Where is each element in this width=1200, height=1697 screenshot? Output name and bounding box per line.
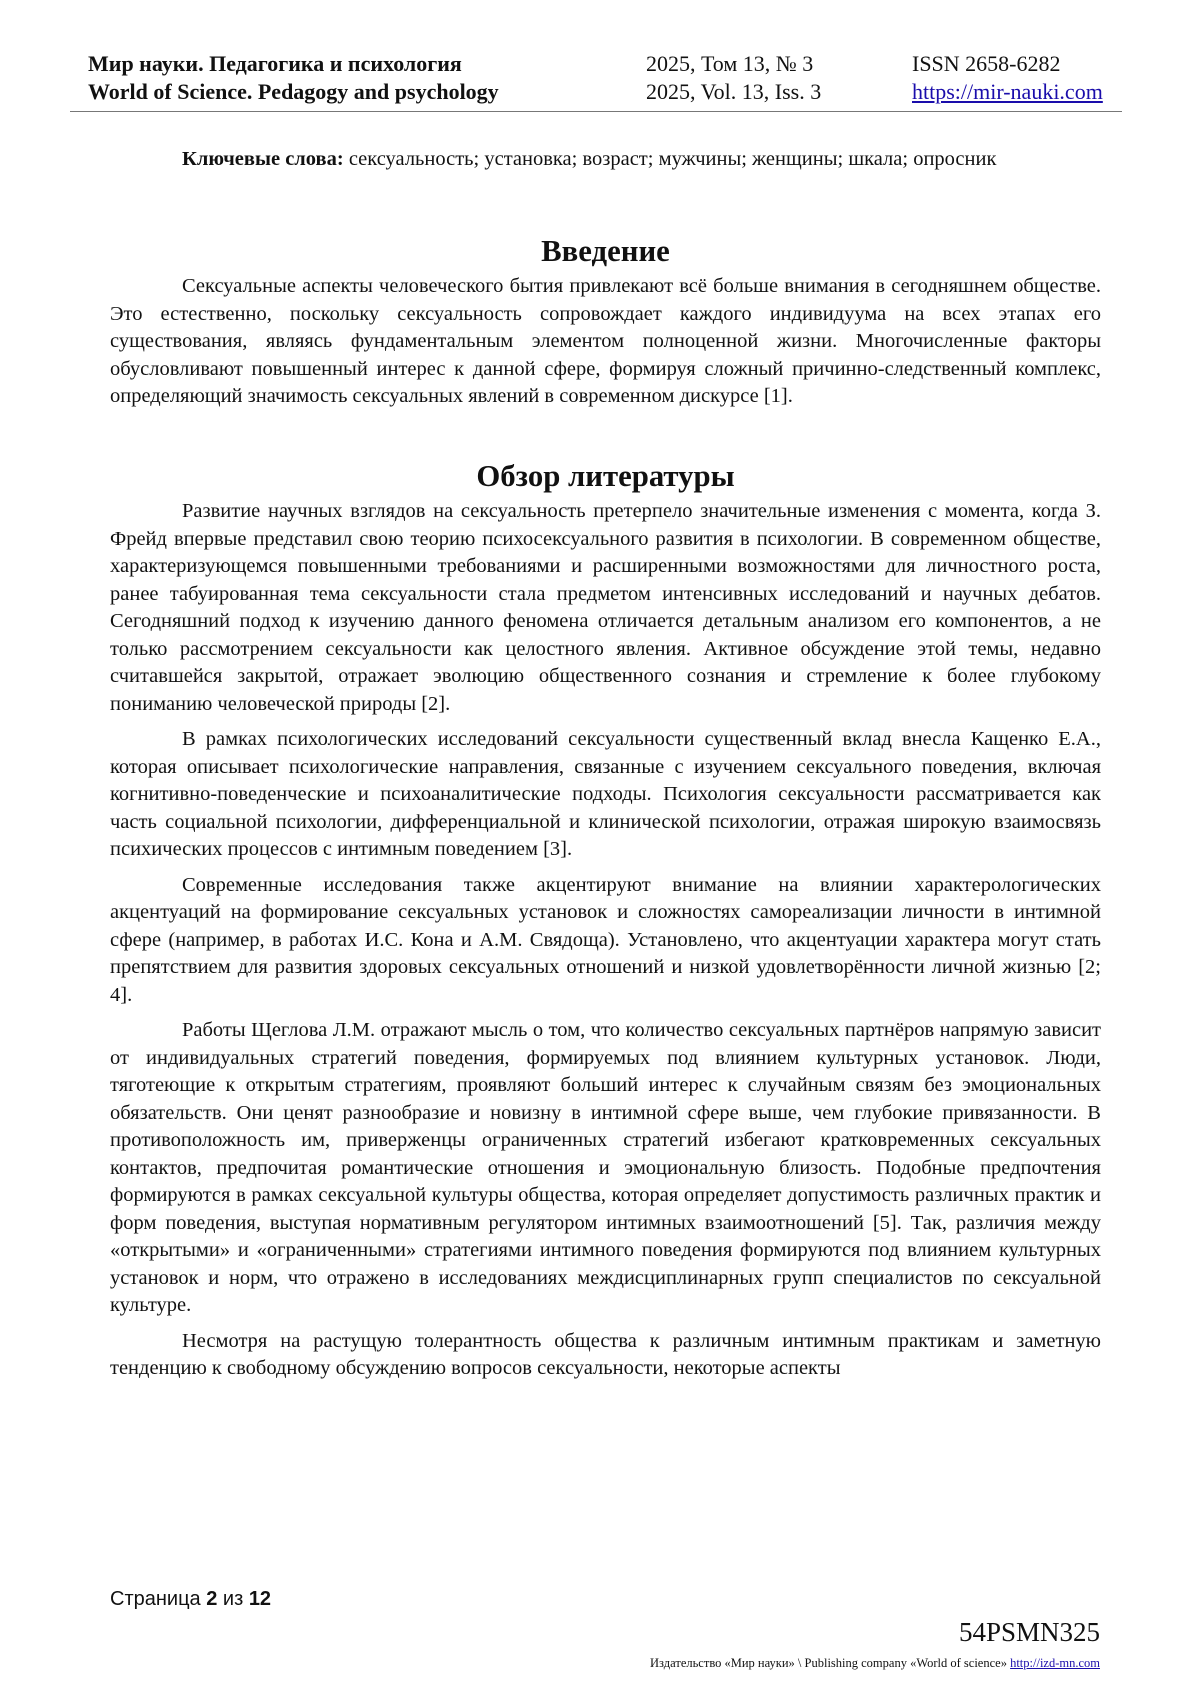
keywords-paragraph bbox=[110, 146, 1101, 174]
publisher-url-link[interactable]: http://izd-mn.com bbox=[1010, 1656, 1100, 1670]
publisher-line bbox=[650, 1656, 1100, 1671]
page-word: Страница bbox=[110, 1588, 201, 1610]
issue-block bbox=[646, 50, 821, 106]
section-heading-literature-review: Обзор литературы bbox=[476, 458, 735, 493]
section-heading-introduction: Введение bbox=[541, 233, 670, 268]
introduction-paragraph: Сексуальные аспекты человеческого бытия привлекают всё больше внимания в сегодняшнем обществе. Это естественно, поскольку сексуальность сопровождает каждого индивидуума на всех этапах его существования, являясь фундаментальным элементом полноценной жизни. Многочисленные факторы обусловливают повышенный интерес к данной сфере, формируя сложный причинно-следственный комплекс, определяющий значимость сексуальных явлений в современном дискурсе [1]. bbox=[110, 275, 1101, 407]
page-current: 2 bbox=[206, 1588, 218, 1610]
review-paragraph-4: Работы Щеглова Л.М. отражают мысль о том, что количество сексуальных партнёров напрямую зависит от индивидуальных стратегий поведения, формируемых под влиянием культурных установок. Люди, тяготеющие к открытым стратегиям, проявляют больший интерес к случайным связям без эмоциональных обязательств. Они ценят разнообразие и новизну в интимной сфере выше, чем глубокие привязанности. В противоположность им, приверженцы ограниченных стратегий избегают кратковременных сексуальных контактов, предпочитая романтические отношения и эмоциональную близость. Подобные предпочтения формируются в рамках сексуальной культуры общества, которая определяет допустимость различных практик и форм поведения, выступая нормативным регулятором интимных взаимоотношений [5]. Так, различия между «открытыми» и «ограниченными» стратегиями интимного поведения формируются под влиянием культурных установок и норм, что отражено в исследованиях междисциплинарных групп специалистов по сексуальной культуре. bbox=[110, 1019, 1101, 1316]
keywords-text: сексуальность; установка; возраст; мужчины; женщины; шкала; опросник bbox=[348, 148, 997, 170]
page-header bbox=[70, 50, 1122, 114]
review-paragraph-1: Развитие научных взглядов на сексуальность претерпело значительные изменения с момента, когда З. Фрейд впервые представил свою теорию психосексуального развития в психологии. В современном обществе, характеризующемся повышенными требованиями и расширенными возможностями для личностного роста, ранее табуированная тема сексуальности стала предметом интенсивных исследований и научных дебатов. Сегодняшний подход к изучению данного феномена отличается детальным анализом его компонентов, а не только рассмотрением сексуальности как целостного явления. Активное обсуждение этой темы, недавно считавшейся закрытой, отражает эволюцию общественного сознания и стремление к более глубокому пониманию человеческой природы [2]. bbox=[110, 500, 1101, 715]
keywords-label: Ключевые слова: bbox=[182, 148, 344, 170]
issue-ru: 2025, Том 13, № 3 bbox=[646, 51, 814, 76]
journal-url-link[interactable]: https://mir-nauki.com bbox=[912, 79, 1103, 104]
review-paragraph-3: Современные исследования также акцентируют внимание на влиянии характерологических акцентуаций на формирование сексуальных установок и сложностях самореализации личности в интимной сфере (например, в работах И.С. Кона и А.М. Свядоща). Установлено, что акцентуации характера могут стать препятствием для развития здоровых сексуальных отношений и низкой удовлетворённости личной жизнью [2; 4]. bbox=[110, 873, 1101, 1006]
review-paragraph-5: Несмотря на растущую толерантность общества к различным интимным практикам и заметную тенденцию к свободному обсуждению вопросов сексуальности, некоторые аспекты bbox=[110, 1329, 1101, 1379]
issn: ISSN 2658-6282 bbox=[912, 51, 1061, 76]
article-code: 54PSMN325 bbox=[958, 1617, 1100, 1647]
publisher-text: Издательство «Мир науки» \ Publishing company «World of science» bbox=[650, 1656, 1007, 1670]
article-body bbox=[110, 146, 1101, 1383]
page-counter bbox=[110, 1588, 271, 1611]
journal-title-ru: Мир науки. Педагогика и психология bbox=[88, 51, 462, 76]
issue-en: 2025, Vol. 13, Iss. 3 bbox=[646, 79, 822, 104]
header-divider bbox=[70, 111, 1122, 112]
issn-block bbox=[912, 50, 1103, 106]
page-total: 12 bbox=[248, 1588, 272, 1610]
page-of-word: из bbox=[222, 1588, 244, 1610]
review-paragraph-2: В рамках психологических исследований сексуальности существенный вклад внесла Кащенко Е.А., которая описывает психологические направления, связанные с изучением сексуального поведения, включая когнитивно-поведенческие и психоаналитические подходы. Психология сексуальности рассматривается как часть социальной психологии, дифференциальной и клинической психологии, отражая широкую взаимосвязь психических процессов с интимным поведением [3]. bbox=[110, 728, 1101, 860]
journal-title-block bbox=[88, 50, 499, 106]
journal-title-en: World of Science. Pedagogy and psychology bbox=[88, 79, 499, 104]
